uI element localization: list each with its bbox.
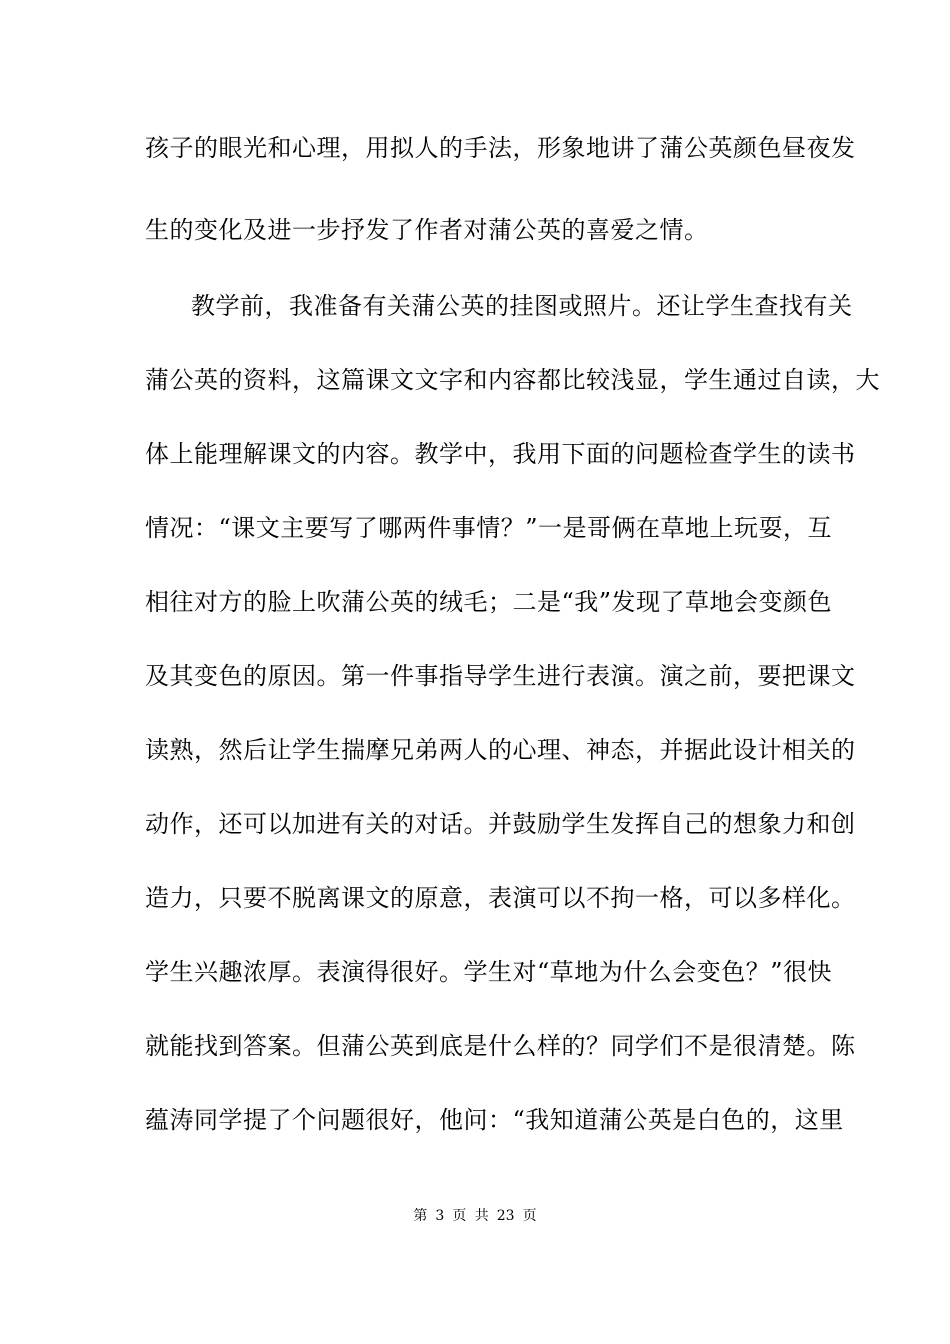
text-line: 及其变色的原因。第一件事指导学生进行表演。演之前，要把课文 <box>145 662 856 690</box>
text-line: 造力，只要不脱离课文的原意，表演可以不拘一格，可以多样化。 <box>145 884 856 912</box>
text-line: 蒲公英的资料，这篇课文文字和内容都比较浅显，学生通过自读，大 <box>145 366 880 394</box>
paragraph-first-line: 教学前，我准备有关蒲公英的挂图或照片。还让学生查找有关 <box>191 292 853 320</box>
text-line: 相往对方的脸上吹蒲公英的绒毛；二是“我”发现了草地会变颜色 <box>145 588 833 616</box>
text-line: 情况：“课文主要写了哪两件事情？”一是哥俩在草地上玩耍，互 <box>145 514 833 542</box>
text-line: 学生兴趣浓厚。表演得很好。学生对“草地为什么会变色？”很快 <box>145 958 833 986</box>
text-line: 蕴涛同学提了个问题很好，他问：“我知道蒲公英是白色的，这里 <box>145 1106 844 1134</box>
text-line: 动作，还可以加进有关的对话。并鼓励学生发挥自己的想象力和创 <box>145 810 856 838</box>
text-line: 孩子的眼光和心理，用拟人的手法，形象地讲了蒲公英颜色昼夜发 <box>145 134 856 162</box>
page-word: 页 <box>452 1208 467 1224</box>
text-line: 生的变化及进一步抒发了作者对蒲公英的喜爱之情。 <box>145 216 709 244</box>
text-line: 体上能理解课文的内容。教学中，我用下面的问题检查学生的读书 <box>145 440 856 468</box>
page-prefix: 第 <box>413 1208 428 1224</box>
total-prefix: 共 <box>474 1208 489 1224</box>
text-line: 就能找到答案。但蒲公英到底是什么样的？同学们不是很清楚。陈 <box>145 1032 856 1060</box>
current-page-number: 3 <box>435 1208 445 1224</box>
total-suffix: 页 <box>522 1208 537 1224</box>
text-line: 读熟，然后让学生揣摩兄弟两人的心理、神态，并据此设计相关的 <box>145 736 856 764</box>
total-pages-number: 23 <box>496 1208 515 1224</box>
page-footer <box>0 1206 950 1226</box>
